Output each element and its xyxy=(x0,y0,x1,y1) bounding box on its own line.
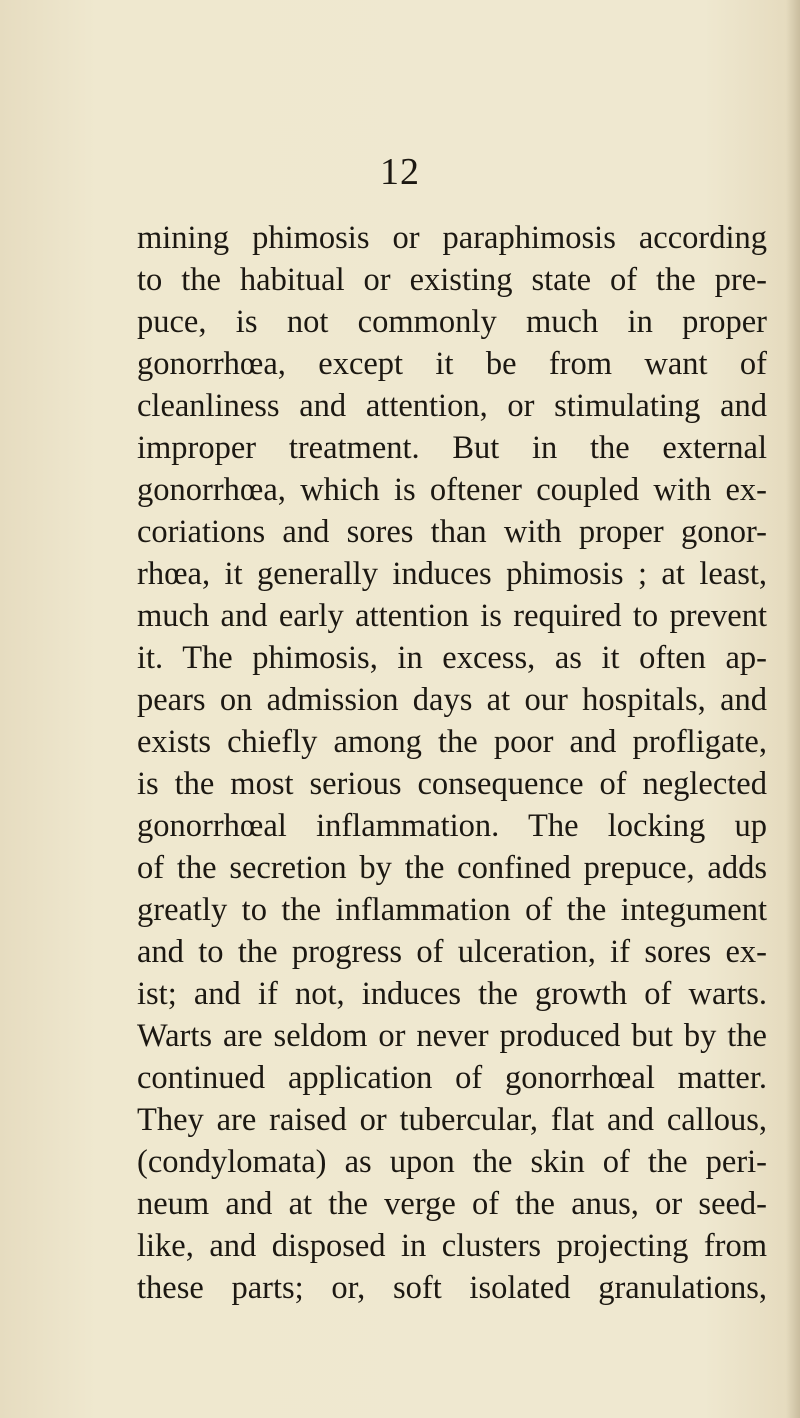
text-line: Warts are seldom or never produced but by the xyxy=(137,1018,767,1054)
text-line: pears on admission days at our hospitals, and xyxy=(137,682,767,718)
text-line: continued application of gonorrhœal matter. xyxy=(137,1060,767,1096)
text-line: rhœa, it generally induces phimosis ; at least, xyxy=(137,556,767,592)
text-line: these parts; or, soft isolated granulations, xyxy=(137,1270,767,1306)
text-line: improper treatment. But in the external xyxy=(137,430,767,466)
text-line: (condylomata) as upon the skin of the peri- xyxy=(137,1144,767,1180)
text-line: greatly to the inflammation of the integument xyxy=(137,892,767,928)
text-line: cleanliness and attention, or stimulating and xyxy=(137,388,767,424)
text-line: and to the progress of ulceration, if sores ex- xyxy=(137,934,767,970)
text-line: of the secretion by the confined prepuce, adds xyxy=(137,850,767,886)
text-line: mining phimosis or paraphimosis according xyxy=(137,220,767,256)
text-line: to the habitual or existing state of the pre- xyxy=(137,262,767,298)
text-line: like, and disposed in clusters projecting from xyxy=(137,1228,767,1264)
text-line: ist; and if not, induces the growth of warts. xyxy=(137,976,767,1012)
text-line: neum and at the verge of the anus, or seed- xyxy=(137,1186,767,1222)
text-line: coriations and sores than with proper gonor- xyxy=(137,514,767,550)
text-line: gonorrhœa, except it be from want of xyxy=(137,346,767,382)
page-edge-shadow xyxy=(786,0,800,1418)
text-line: gonorrhœal inflammation. The locking up xyxy=(137,808,767,844)
text-line: They are raised or tubercular, flat and callous, xyxy=(137,1102,767,1138)
text-line: it. The phimosis, in excess, as it often ap- xyxy=(137,640,767,676)
text-line: puce, is not commonly much in proper xyxy=(137,304,767,340)
text-line: gonorrhœa, which is oftener coupled with ex- xyxy=(137,472,767,508)
text-line: much and early attention is required to prevent xyxy=(137,598,767,634)
page-number: 12 xyxy=(380,151,420,193)
text-line: is the most serious consequence of neglected xyxy=(137,766,767,802)
body-text xyxy=(137,217,767,1309)
text-line: exists chiefly among the poor and profligate, xyxy=(137,724,767,760)
